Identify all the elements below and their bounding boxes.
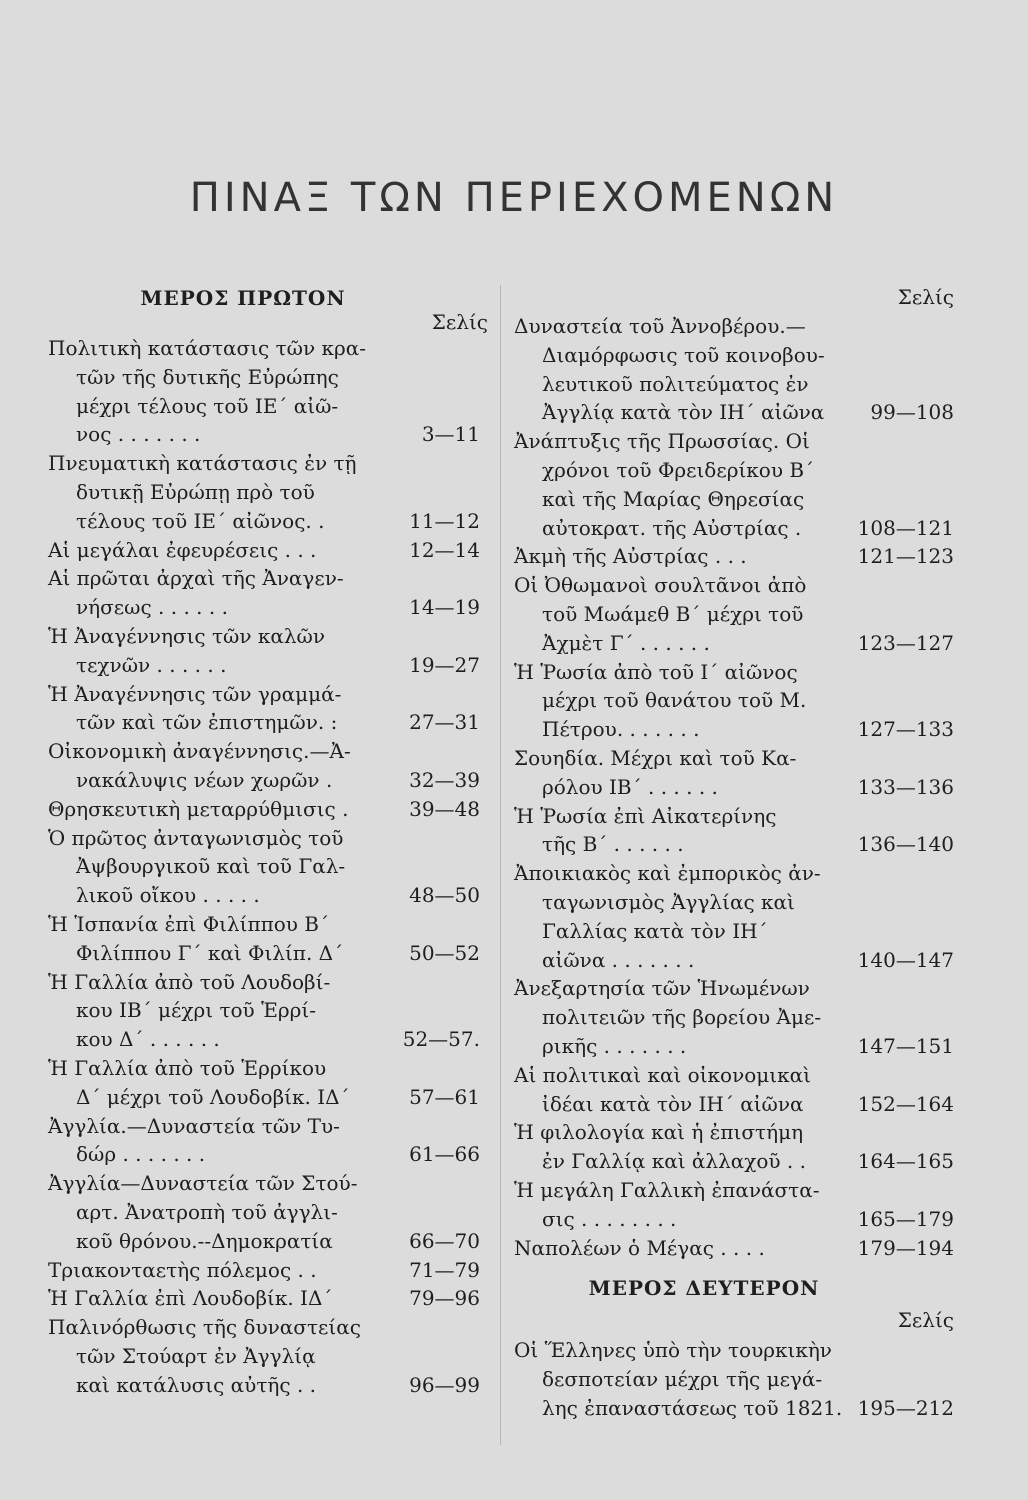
toc-entry	[514, 744, 954, 802]
toc-list-part-two	[514, 1336, 954, 1422]
toc-entry	[514, 1176, 954, 1234]
toc-entry-pages: 127—133	[857, 717, 954, 742]
toc-entry-line: Οἰκονομικὴ ἀναγέννησις.—Ἀ-	[48, 739, 351, 764]
toc-entry-title	[514, 1118, 849, 1176]
toc-entry	[48, 622, 488, 680]
toc-entry-pages: 195—212	[857, 1395, 954, 1420]
toc-entry-title	[48, 536, 378, 565]
toc-entry-line: Ἀγγλία.—Δυναστεία τῶν Τυ-	[48, 1113, 340, 1138]
toc-entry-title	[48, 1112, 378, 1170]
toc-entry-line: καὶ τῆς Μαρίας Θηρεσίας	[542, 486, 805, 511]
left-column	[48, 282, 488, 1399]
toc-entry-title	[514, 1176, 849, 1234]
toc-entry-line: Δ΄ μέχρι τοῦ Λουδοβίκ. ΙΔ΄	[76, 1084, 350, 1109]
toc-entry-line: σις . . . . . . . .	[542, 1206, 677, 1231]
toc-entry-pages: 165—179	[857, 1206, 954, 1231]
toc-entry-pages: 39—48	[409, 796, 480, 821]
toc-entry-title	[48, 680, 378, 738]
toc-entry	[48, 449, 488, 535]
toc-entry	[514, 1118, 954, 1176]
toc-entry-line: Ἀνεξαρτησία τῶν Ἡνωμένων	[514, 976, 810, 1001]
toc-entry	[514, 1234, 954, 1263]
toc-entry-line: καὶ κατάλυσις αὐτῆς . .	[76, 1372, 317, 1397]
toc-entry-line: Ἡ Ἀναγέννησις τῶν καλῶν	[48, 623, 326, 648]
toc-entry-line: Γαλλίας κατὰ τὸν ΙΗ΄	[542, 918, 768, 943]
toc-entry-line: Φιλίππου Γ΄ καὶ Φιλίπ. Δ΄	[76, 940, 344, 965]
toc-entry-title	[514, 571, 849, 657]
toc-entry-title	[514, 859, 849, 974]
toc-entry-line: τῆς Β΄ . . . . . .	[542, 832, 684, 857]
toc-entry	[514, 859, 954, 974]
toc-entry	[514, 1336, 954, 1422]
right-column	[514, 282, 954, 1423]
toc-entry	[48, 1054, 488, 1112]
toc-entry-line: δώρ . . . . . . .	[76, 1142, 206, 1167]
toc-entry-line: λευτικοῦ πολιτεύματος ἐν	[542, 371, 809, 396]
toc-entry-line: λικοῦ οἴκου . . . . .	[76, 883, 260, 908]
toc-entry-pages: 179—194	[857, 1235, 954, 1260]
toc-entry-line: Διαμόρφωσις τοῦ κοινοβου-	[542, 342, 825, 367]
toc-entry-line: Δυναστεία τοῦ Ἀννοβέρου.—	[514, 314, 806, 338]
toc-entry-title	[48, 910, 378, 968]
toc-entry-line: λης ἐπαναστάσεως τοῦ 1821.	[542, 1395, 843, 1420]
toc-entry-line: τέλους τοῦ ΙΕ΄ αἰῶνος. .	[76, 508, 325, 533]
column-divider	[500, 285, 501, 1445]
toc-entry-line: τοῦ Μωάμεθ Β΄ μέχρι τοῦ	[542, 601, 804, 626]
toc-entry	[48, 824, 488, 910]
toc-entry	[48, 910, 488, 968]
toc-entry-line: τεχνῶν . . . . . .	[76, 652, 227, 677]
toc-entry	[514, 312, 954, 427]
part-two-heading: ΜΕΡΟΣ ΔΕΥΤΕΡΟΝ	[588, 1276, 820, 1301]
toc-entry-line: Ἀκμὴ τῆς Αὐστρίας . . .	[514, 544, 747, 569]
toc-entry	[514, 571, 954, 657]
toc-entry-title	[514, 1061, 849, 1119]
toc-entry-line: Οἱ Ἕλληνες ὑπὸ τὴν τουρκικὴν	[514, 1338, 832, 1363]
toc-entry-line: Ἡ Ῥωσία ἀπὸ τοῦ Ι΄ αἰῶνος	[514, 659, 798, 684]
toc-entry	[48, 1284, 488, 1313]
toc-entry-pages: 121—123	[857, 544, 954, 569]
toc-entry-line: Ἀγγλία—Δυναστεία τῶν Στού-	[48, 1171, 358, 1196]
toc-entry-line: αρτ. Ἀνατροπὴ τοῦ ἀγγλι-	[76, 1199, 338, 1224]
toc-entry-pages: 32—39	[409, 767, 480, 792]
toc-entry	[48, 1169, 488, 1255]
toc-entry-pages: 52—57.	[402, 1027, 480, 1052]
toc-entry-line: ἰδέαι κατὰ τὸν ΙΗ΄ αἰῶνα	[542, 1091, 804, 1116]
toc-entry	[48, 334, 488, 449]
toc-entry-line: Αἱ μεγάλαι ἐφευρέσεις . . .	[48, 537, 317, 562]
toc-entry-pages: 79—96	[409, 1286, 480, 1311]
toc-entry	[48, 737, 488, 795]
toc-entry-line: Ἡ Ἀναγέννησις τῶν γραμμά-	[48, 681, 342, 706]
toc-entry-pages: 164—165	[857, 1149, 954, 1174]
toc-entry-line: μέχρι τοῦ θανάτου τοῦ Μ.	[542, 688, 807, 713]
toc-entry-pages: 19—27	[409, 652, 480, 677]
toc-entry-line: νος . . . . . . .	[76, 422, 201, 447]
toc-entry-line: Ἡ Ἱσπανία ἐπὶ Φιλίππου Β΄	[48, 911, 329, 936]
toc-entry-pages: 123—127	[857, 630, 954, 655]
toc-entry-line: Τριακονταετὴς πόλεμος . .	[48, 1257, 317, 1282]
toc-entry-pages: 11—12	[409, 508, 480, 533]
toc-entry-pages: 96—99	[409, 1372, 480, 1397]
toc-entry-line: τῶν Στούαρτ ἐν Ἀγγλίᾳ	[76, 1343, 316, 1368]
toc-entry-line: πολιτειῶν τῆς βορείου Ἀμε-	[542, 1005, 822, 1030]
toc-entry-pages: 66—70	[409, 1228, 480, 1253]
toc-entry-title	[514, 744, 849, 802]
toc-entry-pages: 61—66	[409, 1142, 480, 1167]
toc-entry-line: Σουηδία. Μέχρι καὶ τοῦ Κα-	[514, 745, 797, 770]
toc-entry-line: Ἀψβουργικοῦ καὶ τοῦ Γαλ-	[76, 854, 346, 879]
toc-entry-line: Ἀποικιακὸς καὶ ἐμπορικὸς ἀν-	[514, 861, 821, 886]
toc-entry-title	[514, 1234, 849, 1263]
toc-entry-title	[48, 564, 378, 622]
toc-entry	[48, 564, 488, 622]
toc-entry-pages: 147—151	[857, 1033, 954, 1058]
toc-entry-line: δεσποτείαν μέχρι τῆς μεγά-	[542, 1367, 823, 1392]
toc-entry-pages: 57—61	[409, 1084, 480, 1109]
toc-entry	[48, 536, 488, 565]
toc-entry-line: Ναπολέων ὁ Μέγας . . . .	[514, 1235, 765, 1260]
toc-entry-title	[48, 622, 378, 680]
toc-entry	[514, 1061, 954, 1119]
toc-entry-line: Θρησκευτικὴ μεταρρύθμισις .	[48, 796, 349, 821]
toc-entry	[48, 795, 488, 824]
toc-entry-title	[48, 449, 378, 535]
toc-entry-title	[48, 334, 378, 449]
toc-entry-line: αὐτοκρατ. τῆς Αὐστρίας .	[542, 515, 802, 540]
toc-entry-line: Πνευματικὴ κατάστασις ἐν τῇ	[48, 451, 357, 476]
toc-entry-title	[514, 1336, 849, 1422]
toc-list-part-one	[48, 334, 488, 1399]
toc-entry	[48, 968, 488, 1054]
toc-entry-pages: 108—121	[857, 515, 954, 540]
toc-entry-line: τῶν καὶ τῶν ἐπιστημῶν. :	[76, 710, 338, 735]
toc-entry-title	[48, 968, 378, 1054]
toc-entry	[514, 974, 954, 1060]
toc-entry	[48, 1256, 488, 1285]
toc-entry-line: Ἡ Γαλλία ἀπὸ τοῦ Ἑρρίκου	[48, 1055, 327, 1080]
toc-entry-line: Οἱ Ὀθωμανοὶ σουλτᾶνοι ἀπὸ	[514, 573, 807, 598]
toc-entry-pages: 48—50	[409, 883, 480, 908]
toc-entry-pages: 50—52	[409, 940, 480, 965]
toc-entry-title	[48, 1313, 378, 1399]
toc-entry	[48, 1112, 488, 1170]
toc-entry-line: Ἡ Γαλλία ἀπὸ τοῦ Λουδοβί-	[48, 969, 331, 994]
toc-entry-line: ἐν Γαλλίᾳ καὶ ἀλλαχοῦ . .	[542, 1149, 807, 1174]
toc-entry-line: Ἡ Ῥωσία ἐπὶ Αἰκατερίνης	[514, 803, 777, 828]
toc-entry-line: νήσεως . . . . . .	[76, 595, 228, 620]
toc-entry-title	[48, 1284, 378, 1313]
toc-entry-title	[514, 974, 849, 1060]
toc-entry	[514, 427, 954, 542]
toc-entry-title	[48, 737, 378, 795]
toc-entry-line: νακάλυψις νέων χωρῶν .	[76, 767, 333, 792]
toc-entry-line: μέχρι τέλους τοῦ ΙΕ΄ αἰῶ-	[76, 393, 339, 418]
toc-entry-line: ταγωνισμὸς Ἀγγλίας καὶ	[542, 889, 795, 914]
toc-entry-line: αἰῶνα . . . . . . .	[542, 947, 695, 972]
toc-entry-line: χρόνοι τοῦ Φρειδερίκου Β΄	[542, 457, 815, 482]
toc-entry-line: Παλινόρθωσις τῆς δυναστείας	[48, 1315, 361, 1340]
toc-entry-line: Ἀνάπτυξις τῆς Πρωσσίας. Οἱ	[514, 429, 810, 454]
toc-entry-title	[48, 1054, 378, 1112]
toc-entry-pages: 14—19	[409, 595, 480, 620]
toc-entry-title	[514, 802, 849, 860]
page-title: ΠΙΝΑΞ ΤΩΝ ΠΕΡΙΕΧΟΜΕΝΩΝ	[189, 174, 839, 221]
toc-entry-pages: 27—31	[409, 710, 480, 735]
toc-entry-line: Ἡ φιλολογία καὶ ἡ ἐπιστήμη	[514, 1120, 804, 1145]
toc-entry	[514, 658, 954, 744]
part-one-heading: ΜΕΡΟΣ ΠΡΩΤΟΝ	[140, 286, 346, 310]
toc-entry-line: Ἡ μεγάλη Γαλλικὴ ἐπανάστα-	[514, 1177, 820, 1202]
toc-entry-pages: 12—14	[409, 537, 480, 562]
toc-entry-pages: 133—136	[857, 774, 954, 799]
toc-entry-pages: 152—164	[857, 1091, 954, 1116]
toc-entry-pages: 140—147	[857, 947, 954, 972]
toc-entry-line: Αἱ πολιτικαὶ καὶ οἰκονομικαὶ	[514, 1062, 811, 1087]
toc-entry-line: τῶν τῆς δυτικῆς Εὐρώπης	[76, 364, 339, 389]
toc-entry-line: ρόλου ΙΒ΄ . . . . . .	[542, 774, 718, 799]
toc-entry-title	[514, 658, 849, 744]
toc-entry-line: κου ΙΒ΄ μέχρι τοῦ Ἑρρί-	[76, 998, 317, 1023]
page-column-label: Σελίς	[897, 1308, 954, 1333]
toc-entry-line: Ἡ Γαλλία ἐπὶ Λουδοβίκ. ΙΔ΄	[48, 1286, 333, 1311]
toc-entry-pages: 3—11	[421, 422, 480, 447]
toc-entry-pages: 71—79	[409, 1257, 480, 1282]
toc-entry-line: κου Δ΄ . . . . . .	[76, 1027, 220, 1052]
toc-entry	[514, 542, 954, 571]
toc-entry-line: Ἀχμὲτ Γ΄ . . . . . .	[542, 630, 710, 655]
toc-entry-line: δυτικῇ Εὐρώπῃ πρὸ τοῦ	[76, 479, 315, 504]
toc-entry-line: Αἱ πρῶται ἀρχαὶ τῆς Ἀναγεν-	[48, 566, 344, 591]
toc-entry-title	[514, 542, 849, 571]
toc-entry-line: κοῦ θρόνου.--Δημοκρατία	[76, 1228, 333, 1253]
toc-entry-title	[514, 427, 849, 542]
toc-entry-pages: 99—108	[870, 400, 954, 425]
toc-entry-title	[48, 795, 378, 824]
toc-entry-title	[514, 312, 849, 427]
toc-entry	[48, 680, 488, 738]
toc-entry	[514, 802, 954, 860]
toc-entry-title	[48, 824, 378, 910]
toc-entry-line: Ὁ πρῶτος ἀνταγωνισμὸς τοῦ	[48, 825, 344, 850]
page-column-label: Σελίς	[897, 285, 954, 309]
toc-list-part-one-continued	[514, 312, 954, 1262]
toc-entry	[48, 1313, 488, 1399]
toc-entry-line: ρικῆς . . . . . . .	[542, 1033, 687, 1058]
toc-entry-line: Ἀγγλίᾳ κατὰ τὸν ΙΗ΄ αἰῶνα	[542, 400, 825, 425]
toc-entry-line: Πολιτικὴ κατάστασις τῶν κρα-	[48, 336, 367, 360]
toc-entry-title	[48, 1256, 378, 1285]
toc-entry-line: Πέτρου. . . . . . .	[542, 717, 700, 742]
page-column-label: Σελίς	[431, 310, 488, 334]
toc-entry-title	[48, 1169, 378, 1255]
toc-entry-pages: 136—140	[857, 832, 954, 857]
